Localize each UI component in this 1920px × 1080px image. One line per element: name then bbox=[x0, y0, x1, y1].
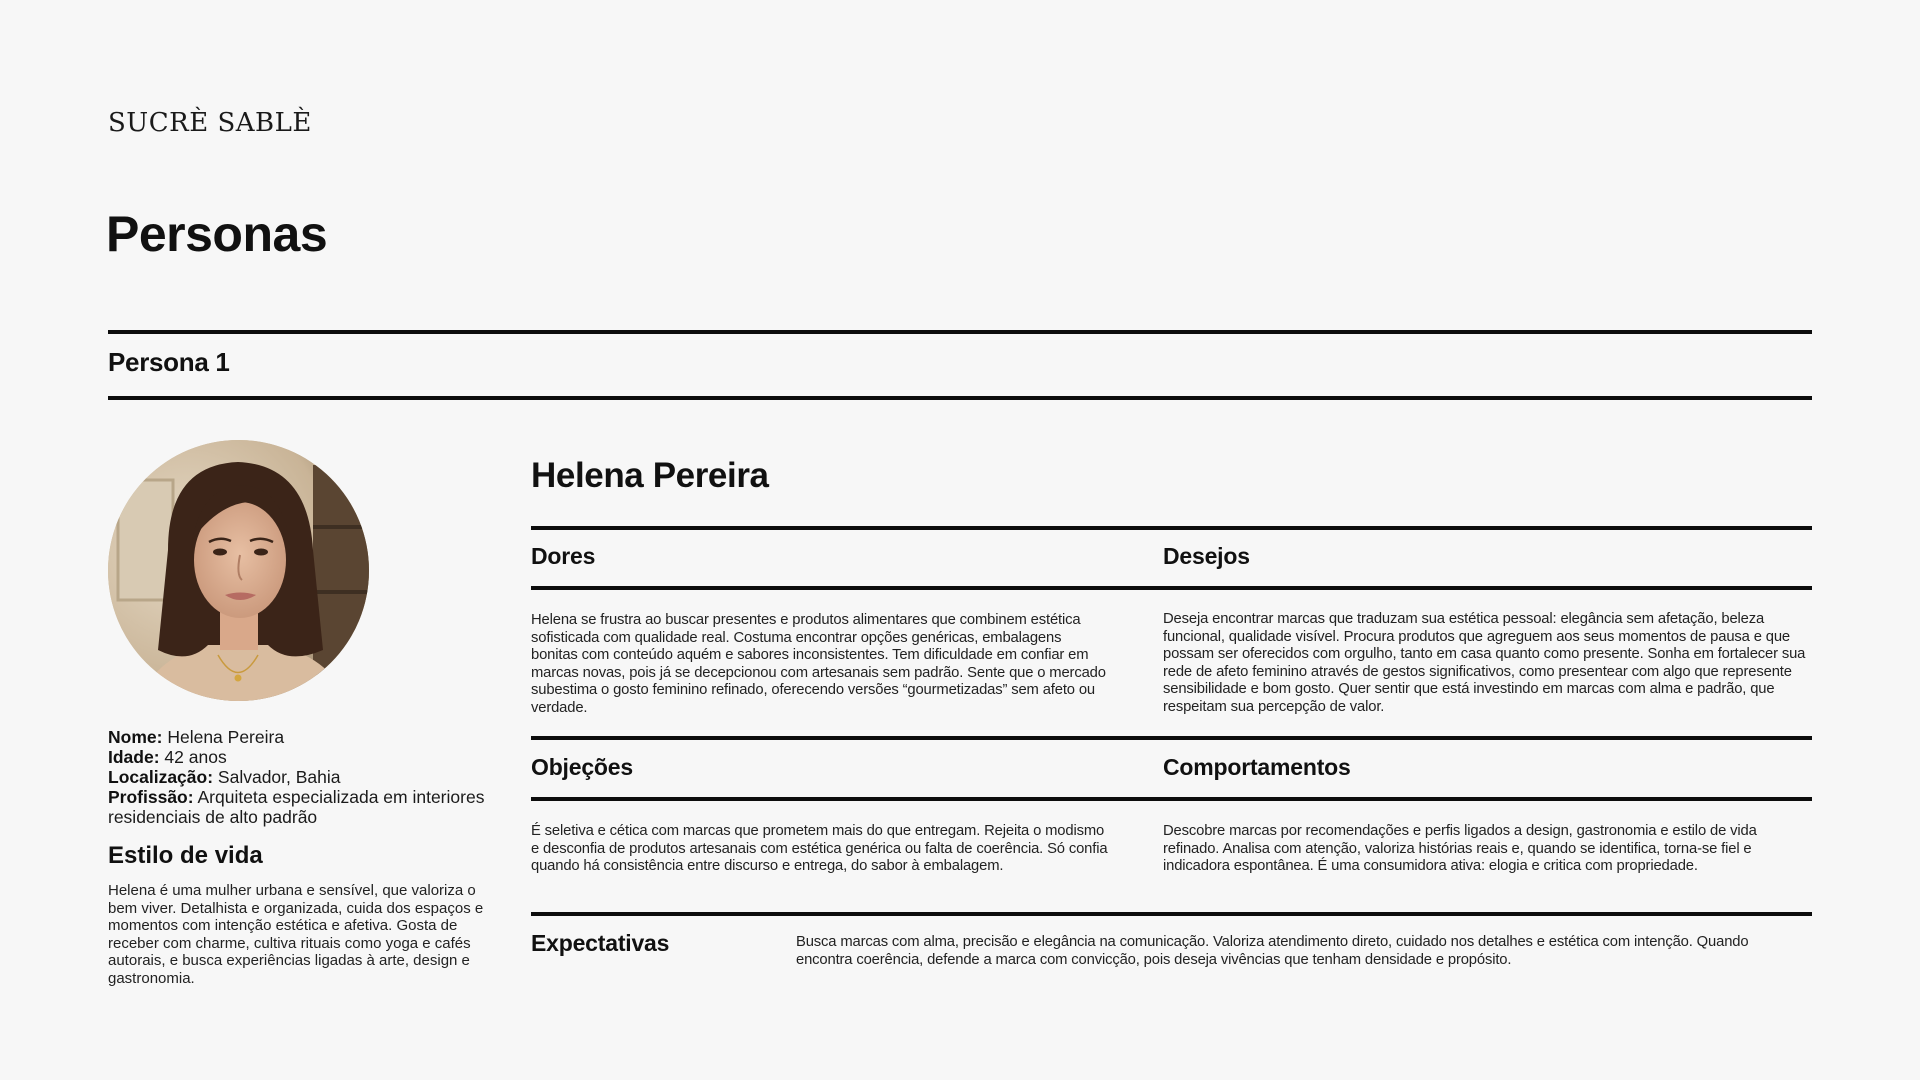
comportamentos-title: Comportamentos bbox=[1163, 754, 1351, 780]
persona-name: Helena Pereira bbox=[531, 456, 769, 495]
divider bbox=[531, 736, 1812, 740]
portrait-image bbox=[108, 440, 369, 701]
fact-name: Nome: Helena Pereira bbox=[108, 727, 285, 747]
expectativas-text: Busca marcas com alma, precisão e elegância na comunicação. Valoriza atendimento direto, cuidado nos detalhes e estética com intenção. Quando encontra coerência, defende a marca com convicção, pois deseja vivências que tenham densidade e propósito. bbox=[796, 934, 1749, 968]
objecoes-title: Objeções bbox=[531, 754, 633, 780]
divider bbox=[108, 330, 1812, 334]
dores-text: Helena se frustra ao buscar presentes e produtos alimentares que combinem estética sofisticada com qualidade real. Costuma encontrar opções genéricas, embalagens bonitas com conteúdo aquém e sabores inconsistentes. Tem dificuldade em confiar em marcas novas, pois já se decepcionou com artesanais sem padrão. Sente que o mercado subestima o gosto feminino refinado, oferecendo versões “gourmetizadas” sem afeto ou verdade. bbox=[531, 612, 1106, 716]
divider bbox=[531, 912, 1812, 916]
comportamentos-text: Descobre marcas por recomendações e perfis ligados a design, gastronomia e estilo de vida refinado. Analisa com atenção, valoriza histórias reais e, quando se identifica, torna-se fiel e indicadora espontânea. É uma consumidora ativa: elogia e critica com propriedade. bbox=[1163, 823, 1757, 874]
persona-avatar bbox=[108, 440, 369, 701]
fact-profession: Profissão: Arquiteta especializada em interiores residenciais de alto padrão bbox=[108, 787, 485, 827]
expectativas-title: Expectativas bbox=[531, 930, 670, 956]
dores-title: Dores bbox=[531, 543, 596, 569]
divider bbox=[531, 797, 1812, 801]
section-title: Persona 1 bbox=[108, 347, 230, 377]
objecoes-text: É seletiva e cética com marcas que prometem mais do que entregam. Rejeita o modismo e desconfia de produtos artesanais com estética genérica ou falta de coerência. Só confia quando há consistência entre discurso e entrega, do sabor à embalagem. bbox=[531, 823, 1108, 874]
divider bbox=[531, 526, 1812, 530]
divider bbox=[531, 586, 1812, 590]
page-title: Personas bbox=[106, 206, 328, 262]
divider bbox=[108, 396, 1812, 400]
lifestyle-title: Estilo de vida bbox=[108, 842, 263, 869]
persona-facts bbox=[108, 727, 488, 827]
fact-location: Localização: Salvador, Bahia bbox=[108, 767, 341, 787]
lifestyle-text: Helena é uma mulher urbana e sensível, que valoriza o bem viver. Detalhista e organizada, cuida dos espaços e momentos com intenção estética e afetiva. Gosta de receber com charme, cultiva rituais como yoga e cafés autorais, e busca experiências ligadas à arte, design e gastronomia. bbox=[108, 882, 484, 987]
desejos-title: Desejos bbox=[1163, 543, 1250, 569]
fact-age: Idade: 42 anos bbox=[108, 747, 227, 767]
brand-logo: SUCRÈ SABLÈ bbox=[108, 108, 312, 138]
desejos-text: Deseja encontrar marcas que traduzam sua estética pessoal: elegância sem afetação, beleza funcional, qualidade visível. Procura produtos que agreguem aos seus momentos de pausa e que possam ser oferecidos com orgulho, tanto em casa quanto como presente. Sonha em fortalecer sua rede de afeto feminino através de gestos significativos, como presentear com algo que represente sensibilidade e bom gosto. Quer sentir que está investindo em marcas com alma e padrão, que respeitam sua percepção de valor. bbox=[1163, 611, 1806, 715]
